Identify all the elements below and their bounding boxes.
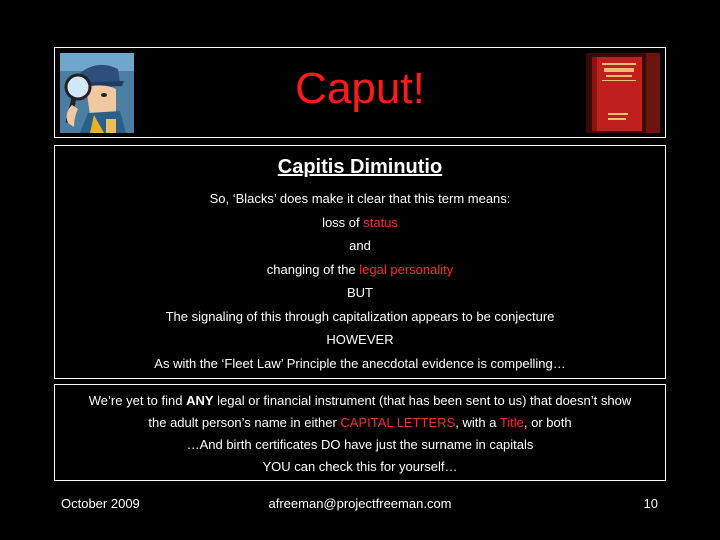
text-line xyxy=(55,211,665,235)
blacks-law-book-image xyxy=(586,53,660,133)
law-book-icon xyxy=(586,53,646,133)
emphasis-text: ANY xyxy=(186,393,214,408)
header-box xyxy=(54,47,666,138)
text-segment: the adult person’s name in either xyxy=(148,415,341,430)
capitis-diminutio-box xyxy=(54,145,666,379)
text-line: As with the ‘Fleet Law’ Principle the anecdotal evidence is compelling… xyxy=(154,355,566,371)
text-line xyxy=(55,390,665,412)
highlight-text: legal personality xyxy=(359,261,454,277)
slide-title: Caput! xyxy=(295,64,425,113)
text-segment: We’re yet to find xyxy=(88,393,187,408)
highlight-text: Title xyxy=(499,415,524,430)
text-segment: , with a xyxy=(455,415,500,430)
text-segment: legal or financial instrument (that has been sent to us) that doesn’t show xyxy=(213,393,632,408)
text-line xyxy=(55,258,665,282)
text-line: YOU can check this for yourself… xyxy=(262,459,458,474)
page-number: 10 xyxy=(643,496,658,511)
text-line: …And birth certificates DO have just the surname in capitals xyxy=(186,437,534,452)
text-segment: changing of the xyxy=(266,261,360,277)
text-line: So, ‘Blacks’ does make it clear that this term means: xyxy=(209,191,511,206)
text-line: HOWEVER xyxy=(326,332,394,347)
highlight-text: CAPITAL LETTERS xyxy=(340,415,456,430)
text-line: BUT xyxy=(347,285,373,300)
text-line xyxy=(55,412,665,434)
text-segment: loss of xyxy=(322,214,364,230)
footer-date: October 2009 xyxy=(61,496,140,511)
text-line: The signaling of this through capitalization appears to be conjecture xyxy=(165,308,555,324)
section-heading: Capitis Diminutio xyxy=(277,156,443,178)
highlight-text: status xyxy=(363,214,398,230)
evidence-box xyxy=(54,384,666,481)
text-segment: , or both xyxy=(523,415,572,430)
text-line: and xyxy=(349,238,371,253)
footer-email: afreeman@projectfreeman.com xyxy=(268,496,452,511)
